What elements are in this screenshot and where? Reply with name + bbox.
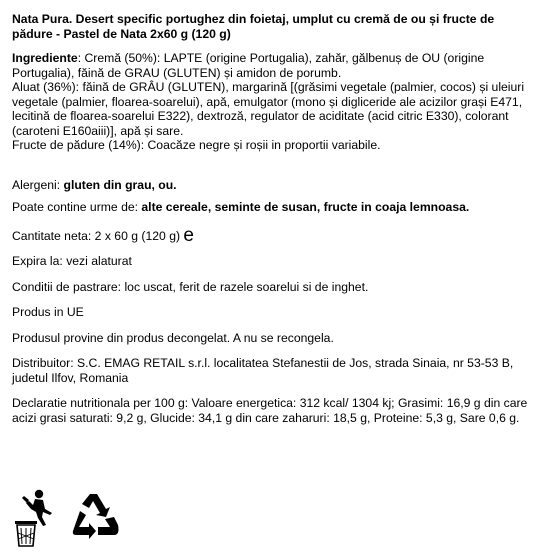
tidyman-recycle-bin-icon [15,490,52,546]
disposal-icons [12,487,132,547]
origin-line: Produs in UE [12,305,84,319]
allergens-line [12,178,542,193]
ingredients-section [12,51,542,153]
thawed-notice: Produsul provine din produs decongelat. A nu se recongela. [12,330,334,345]
net-quantity [12,224,542,246]
disposal-icons-svg [12,487,132,547]
ingredients-dough: Aluat (36%): făină de GRÂU (GLUTEN), margarină [(grăsimi vegetale (palmier, cocos) și uleiuri vegetale (palmier, floarea-soarelui), apă, emulgator (mono și digliceride ale acizilor grași E471, lecitină de floarea-soarelui E322), dextroză, regulator de aciditate (acid citric E330), colorant (caroteni E160aiii)], apă și sare. [12,80,525,138]
allergens-value: gluten din grau, ou. [63,177,177,192]
ingredients-label: Ingrediente [12,51,78,65]
ingredients-cream-text: : Cremă (50%): LAPTE (origine Portugalia), zahăr, gălbenuș de OU (origine Portugalia), făină de GRAU (GLUTEN) și amidon de porumb. [12,51,485,80]
ingredients-cream [12,51,542,80]
traces-label: Poate contine urme de: [12,200,142,214]
traces-line [12,200,542,215]
expiry-line: Expira la: vezi alaturat [12,254,132,268]
allergens-label: Alergeni: [12,177,64,192]
nutrition-declaration: Declaratie nutritionala per 100 g: Valoare energetica: 312 kcal/ 1304 kj; Grasimi: 16,9 g din care acizi grasi saturati: 9,2 g, Glucide: 34,1 g din care zaharuri: 18,5 g, Proteine: 5,3 g, Sare 0,6 g. [12,396,528,425]
title-line-1: Nata Pura. Desert specific portughez din foietaj, umplut cu cremă de ou și fructe de [12,12,495,26]
distributor-info: Distribuitor: S.C. EMAG RETAIL s.r.l. localitatea Stefanestii de Jos, strada Sinaia, nr 53-53 B, judetul Ilfov, Romania [12,356,514,385]
traces-value: alte cereale, seminte de susan, fructe in coaja lemnoasa. [141,200,470,214]
product-title [12,12,542,41]
recycling-symbol-icon [73,494,119,539]
storage-conditions: Conditii de pastrare: loc uscat, ferit de razele soarelui si de inghet. [12,279,369,294]
estimated-sign-mark: e [183,224,194,246]
title-line-2: pădure - Pastel de Nata 2x60 g (120 g) [12,26,231,41]
net-quantity-text: Cantitate neta: 2 x 60 g (120 g) [12,228,184,243]
product-label [12,12,542,425]
ingredients-fruits: Fructe de pădure (14%): Coacăze negre și roșii in proportii variabile. [12,138,381,152]
